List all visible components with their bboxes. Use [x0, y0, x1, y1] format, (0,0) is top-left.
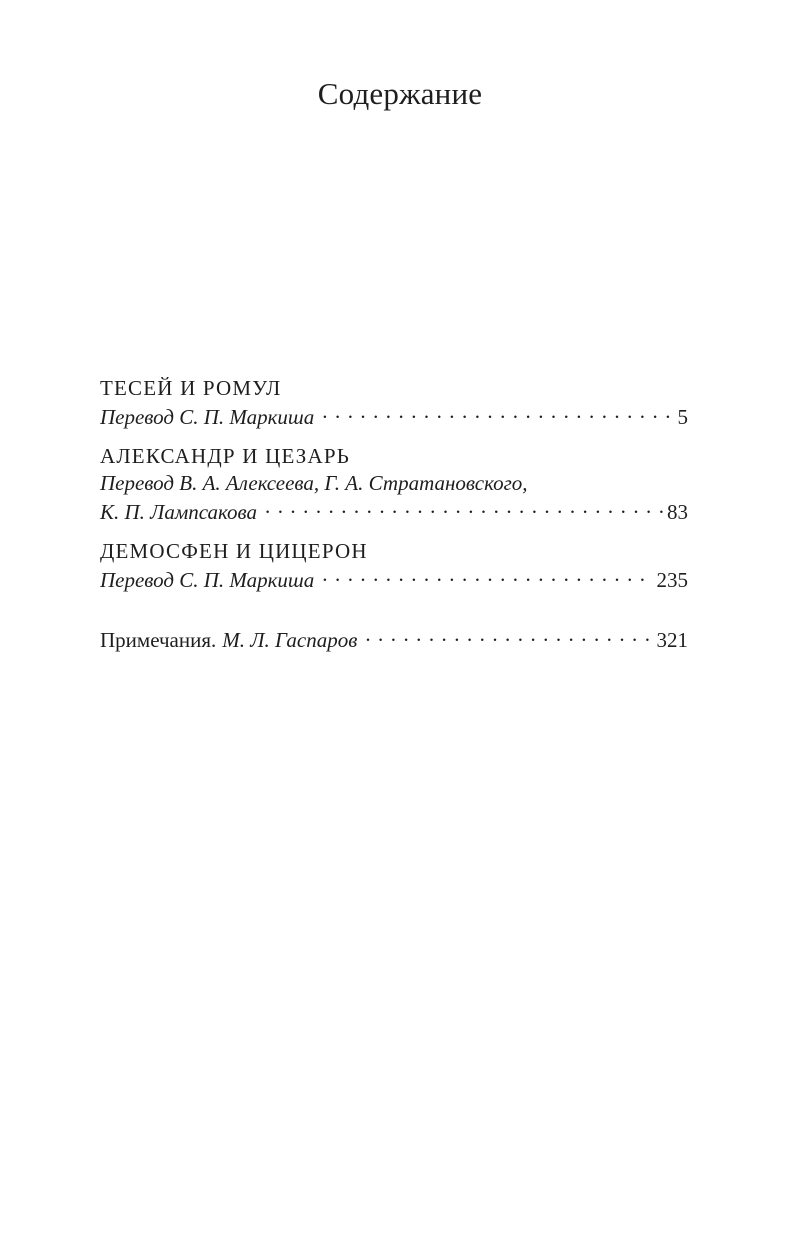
toc-entry-alexander-caesar[interactable] — [100, 498, 688, 526]
toc-page-number: 321 — [656, 628, 688, 652]
section-heading-demosthenes-cicero: ДЕМОСФЕН И ЦИЦЕРОН — [100, 539, 368, 563]
dot-leader — [322, 403, 673, 424]
toc-page-number: 83 — [667, 500, 688, 524]
toc-page-number: 5 — [677, 405, 688, 429]
toc-entry-notes[interactable] — [100, 626, 688, 654]
toc-entry-translator: Перевод С. П. Маркиша — [100, 405, 315, 429]
notes-label: Примечания. — [100, 628, 217, 652]
toc-page-number: 235 — [656, 568, 688, 592]
toc-entry-translator: Перевод В. А. Алексеева, Г. А. Стратановского, — [100, 471, 528, 495]
section-heading-alexander-caesar: АЛЕКСАНДР И ЦЕЗАРЬ — [100, 444, 350, 468]
toc-entry-translator: К. П. Лампсакова — [100, 500, 258, 524]
toc-entry-demosthenes-cicero[interactable] — [100, 566, 688, 594]
notes-author: М. Л. Гаспаров — [222, 628, 358, 652]
dot-leader — [265, 498, 663, 519]
dot-leader — [365, 626, 652, 647]
toc-entry-translator: Перевод С. П. Маркиша — [100, 568, 315, 592]
section-heading-theseus-romulus: ТЕСЕЙ И РОМУЛ — [100, 376, 282, 400]
dot-leader — [322, 566, 652, 587]
page-title: Содержание — [317, 76, 483, 111]
toc-entry-theseus-romulus[interactable] — [100, 403, 688, 431]
toc-entry-translators-line — [100, 471, 688, 499]
